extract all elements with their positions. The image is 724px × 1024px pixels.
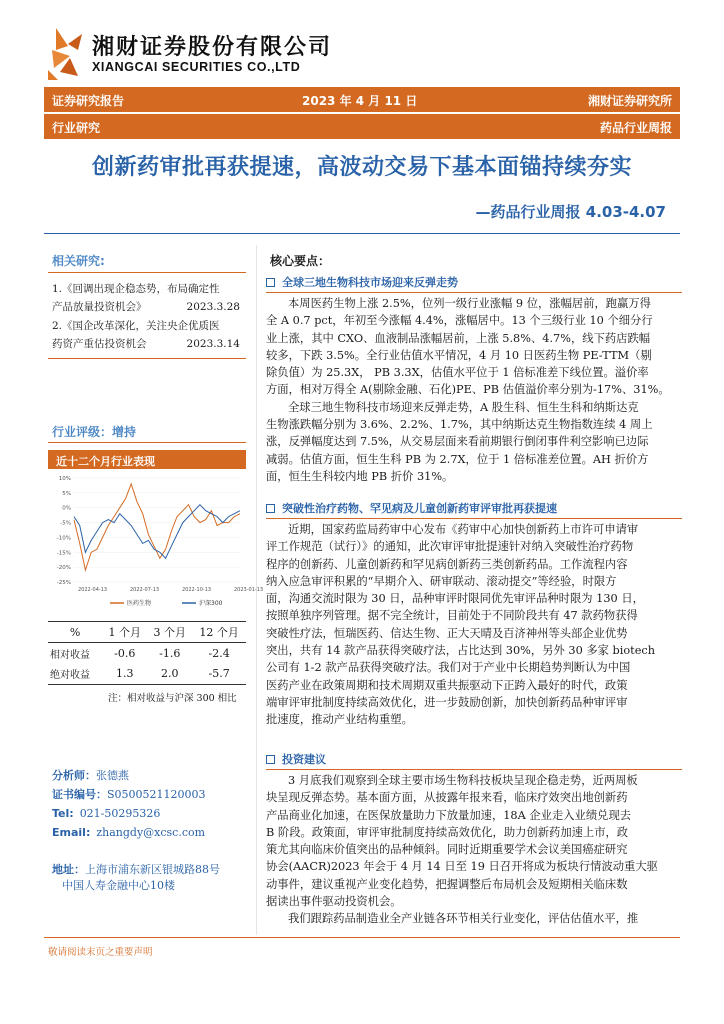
table-note: 注：相对收益与沪深 300 相比 [108,693,237,704]
x-tick-label: 2023-01-13 [234,587,264,593]
section-heading: 投资建议 [266,751,682,770]
table-cell: -1.6 [159,646,181,660]
analyst-row: 分析师：张德燕 [52,769,129,782]
body-text-line: 按照单独序列管理。据不完全统计，目前处于不同阶段共有 47 款药物获得 [266,609,638,623]
body-text-line: 据读出事件驱动投资机会。 [266,895,402,909]
body-text-line: 评工作规范（试行）》的通知，此次审评审批提速针对纳入突破性治疗药物 [266,540,634,554]
x-tick-label: 2022-07-13 [130,587,160,593]
related-bottom-divider [48,358,246,359]
footer-divider [44,937,680,938]
legend-label: 沪深300 [199,600,223,607]
body-text-line: 医药产业在政策周期和技术周期双重共振驱动下正跨入最好的时代，政策 [266,678,628,692]
row-label: 绝对收益 [50,670,90,682]
row-label: 相对收益 [50,649,90,661]
body-text-line: 近期，国家药监局药审中心发布《药审中心加快创新药上市许可申请审 [288,523,639,536]
body-text-line: 协会(AACR)2023 年会于 4 月 14 日至 19 日召开将成为板块行情波动重大驱 [266,860,658,874]
y-tick-label: -10% [56,535,71,542]
section-body [266,772,682,928]
body-text-line: 批速度，推动产业结构重塑。 [266,713,413,727]
table-cell: 2.0 [161,667,179,681]
address-row: 地址：上海市浦东新区银城路88号 [52,863,220,876]
analyst-name: 张德燕 [96,769,129,782]
y-tick-label: -15% [56,550,71,557]
series-line [74,484,240,570]
body-text-line: 除负值）为 25.3X， PB 3.3X，估值水平位于 1 倍标准差下线位置。溢价率 [266,366,649,380]
body-text-line: 动事件，建议重视产业变化趋势，把握调整后布局机会及短期相关临床数 [266,877,628,891]
body-text-line: 产品商业化加速，在医保放量助力下放量加速，18A 企业走入业绩兑现去 [266,808,632,822]
body-text-line: 纳入应急审评积累的“早期介入、研审联动、滚动提交”等经验，时限方 [266,574,617,588]
body-text-line: 生物涨跌幅分别为 3.6%、2.2%、1.7%，其中纳斯达克生物指数连续 4 周上 [266,418,653,432]
table-row [48,664,246,685]
y-tick-label: 5% [62,490,71,497]
body-text-line: 面，沟通交流时限为 30 日，品种审评时限同优先审评品种时限为 130 日， [266,592,644,606]
body-text-line: 端审评审批制度持续高效优化，进一步鼓励创新，加快创新药品种审评审 [266,695,628,709]
report-series: 药品行业周报 [599,121,672,135]
table-header: 1 个月 [108,626,142,639]
address-line: 中国人寿金融中心10楼 [62,879,175,892]
footer-disclaimer: 敬请阅读末页之重要声明 [48,947,153,958]
title-divider [44,233,680,234]
body-text-line: 程序的创新药、儿童创新药和罕见病创新药三类创新药品。工作流程内容 [266,557,628,571]
table-header: 3 个月 [153,626,187,639]
checkbox-icon [266,755,275,764]
y-tick-label: -25% [56,580,71,586]
body-text-line: 本周医药生物上涨 2.5%，位列一级行业涨幅 9 位，涨幅居前，跑赢万得 [288,297,651,310]
body-text-line: 涨，反弹幅度达到 7.5%，从交易层面来看前期银行倒闭事件利空影响已边际 [266,435,649,449]
email-link[interactable]: zhangdy@xcsc.com [96,826,206,839]
email-row: Email: zhangdy@xcsc.com [52,826,206,839]
table-cell: 1.3 [116,667,134,681]
legend-label: 医药生物 [127,600,152,607]
institute: 湘财证券研究所 [587,94,672,108]
table-header: 12 个月 [199,626,239,639]
series-line [74,505,240,559]
x-tick-label: 2022-04-13 [78,587,108,593]
body-text-line: 突出，共有 14 款产品获得突破疗法，占比达到 30%，另外 30 多家 biotech [266,644,656,658]
cert-row: 证书编号：S0500521120003 [52,788,206,801]
company-logo-icon [48,28,82,80]
table-cell: -2.4 [208,646,230,660]
body-text-line: 突破性疗法，恒瑞医药、信达生物、正大天晴及百济神州等头部企业优势 [266,626,628,640]
body-text-line: 3 月底我们观察到全球主要市场生物科技板块呈现企稳走势，近两周板 [288,774,638,787]
table-cell: -5.7 [208,667,230,681]
rating-divider [48,442,246,443]
chart-heading-band [48,450,246,469]
company-name-cn: 湘财证券股份有限公司 [92,35,333,60]
table-row [48,643,246,664]
checkbox-icon [266,504,275,513]
body-text-line: 减弱。估值方面，恒生生科 PB 为 2.7X，位于 1 倍标准差位置。AH 折价方 [266,452,649,466]
performance-chart [48,470,264,612]
industry-rating: 行业评级：增持 [52,425,137,439]
header-bar-bottom [44,114,680,139]
section-heading: 突破性治疗药物、罕见病及儿童创新药审评审批再获提速 [266,500,682,519]
address-line: 上海市浦东新区银城路88号 [85,863,220,876]
related-divider [48,272,246,273]
cert-number: S0500521120003 [107,788,206,801]
y-tick-label: 0% [62,505,71,512]
section-body [266,295,682,485]
report-category: 行业研究 [52,121,101,135]
related-item[interactable]: 1.《回调出现企稳态势，布局确定性 产品放量投资机会》 2023.3.28 [52,283,240,313]
y-tick-label: -5% [60,520,71,527]
body-text-line: 全 A 0.7 pct，年初至今涨幅 4.4%，涨幅居中。13 个三级行业 10 个细分行 [266,314,653,328]
checkbox-icon [266,278,275,287]
company-name-en: XIANGCAI SECURITIES CO.,LTD [92,60,301,74]
body-text-line: B 阶段。政策面，审评审批制度持续高效优化，助力创新药加速上市，政 [266,825,629,839]
page-title: 创新药审批再获提速，高波动交易下基本面锚持续夯实 [91,155,632,180]
related-heading: 相关研究: [52,254,105,268]
tel-number: 021-50295326 [79,807,161,820]
report-type: 证券研究报告 [52,94,125,108]
page-subtitle: —药品行业周报 4.03-4.07 [475,203,666,221]
body-text-line: 策尤其向临床价值突出的品种倾斜。同时近期重要学术会议美国癌症研究 [266,843,628,857]
related-item[interactable]: 2.《国企改革深化，关注央企优质医 药资产重估投资机会 2023.3.14 [52,320,240,350]
chart-heading: 近十二个月行业表现 [56,455,155,468]
y-tick-label: 10% [58,476,71,482]
body-text-line: 较多，下跌 3.5%。全行业估值水平情况，4 月 10 日医药生物 PE-TTM（剔 [266,348,652,362]
table-header-row [48,622,246,643]
body-text-line: 块呈现反弹态势。基本面方面，从披露年报来看，临床疗效突出地创新药 [266,791,628,805]
y-tick-label: -20% [56,565,71,572]
x-tick-label: 2022-10-13 [182,587,212,593]
core-heading: 核心要点： [270,254,331,268]
body-text-line: 业上涨，其中 CXO、血液制品涨幅居前，上涨 5.8%、4.7%，线下药店跌幅 [266,331,651,345]
section-heading: 全球三地生物科技市场迎来反弹走势 [266,274,682,293]
body-text-line: 全球三地生物科技市场迎来反弹走势，A 股生科、恒生生科和纳斯达克 [288,400,639,414]
body-text-line: 面，恒生生科较内地 PB 折价 31%。 [266,469,454,483]
performance-table [48,621,246,685]
report-date: 2023 年 4 月 11 日 [302,94,418,108]
body-text-line: 方面，相对万得全 A(剔除金融、石化)PE、PB 估值溢价率分别为-17%、31%。 [266,383,670,397]
header-bar-top [44,87,680,112]
table-cell: -0.6 [114,646,136,660]
tel-row: Tel: 021-50295326 [52,807,161,820]
body-text-line: 我们跟踪药品制造业全产业链各环节相关行业变化，评估估值水平，推 [288,912,639,926]
table-header: % [69,625,81,639]
body-text-line: 公司有 1-2 款产品获得突破疗法。我们对于产业中长期趋势判断认为中国 [266,661,631,675]
section-body [266,521,682,729]
